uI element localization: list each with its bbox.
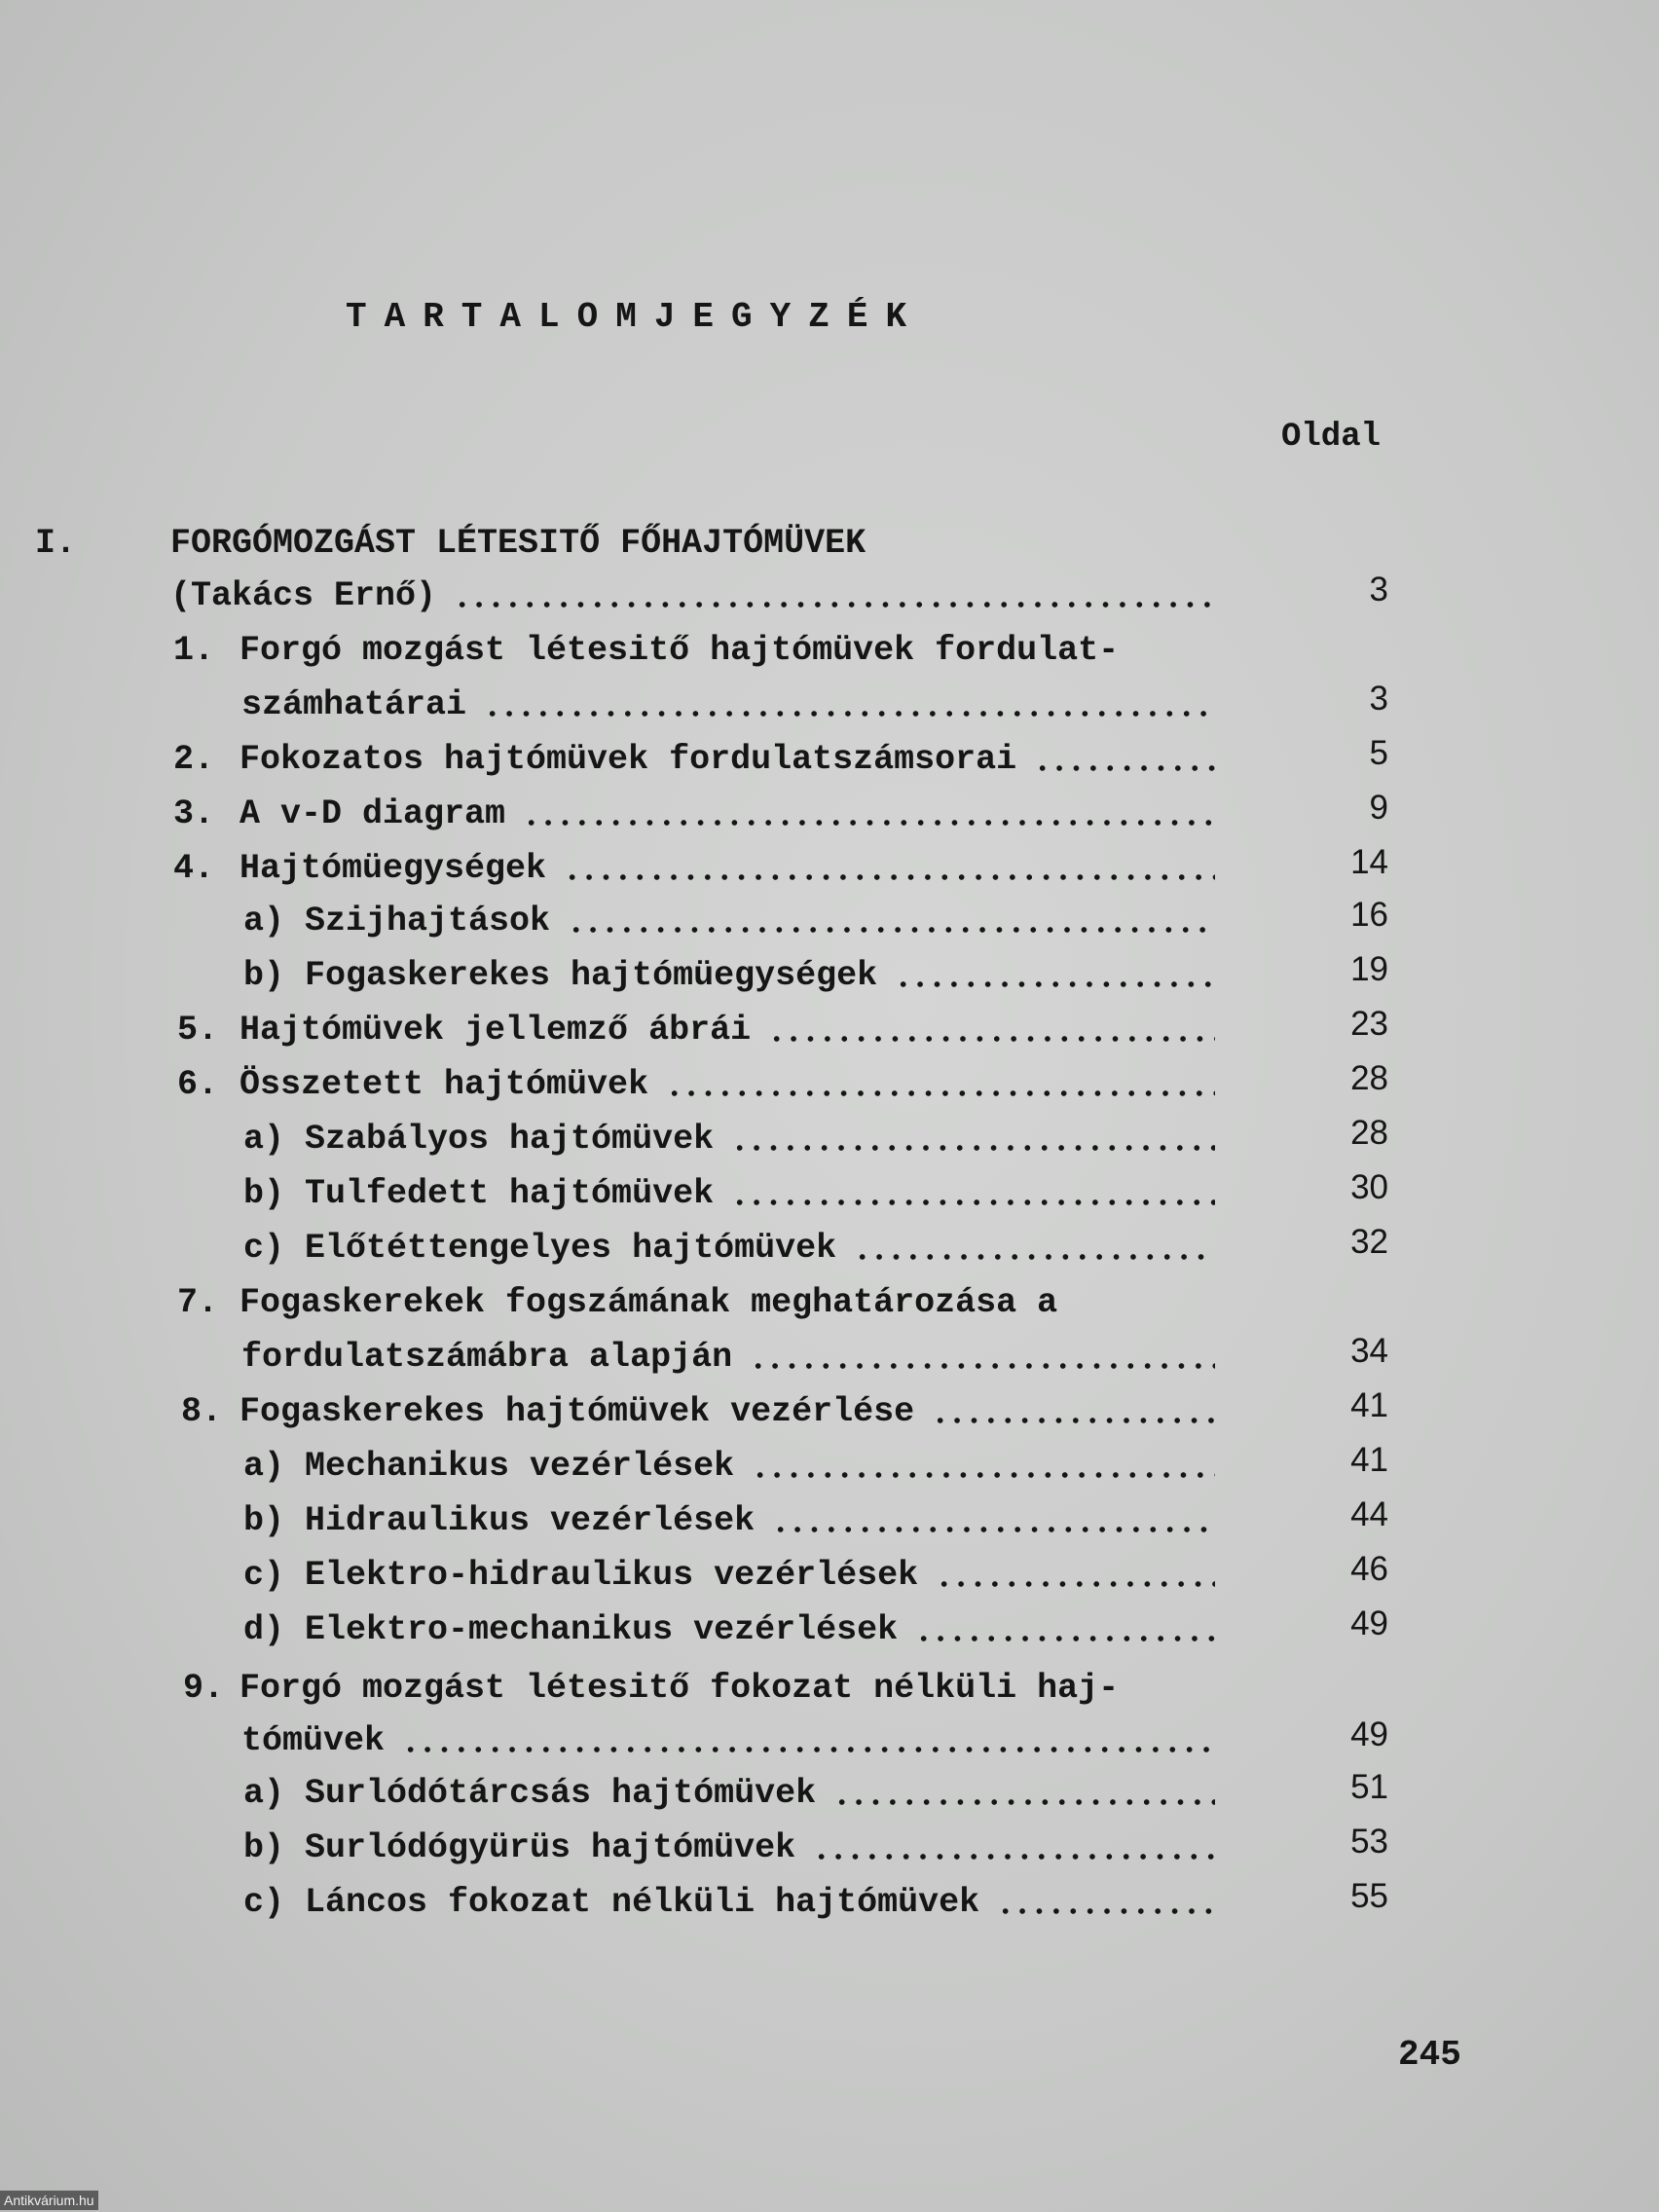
toc-row xyxy=(0,1168,1659,1223)
dot-leader xyxy=(915,1636,1215,1641)
toc-label: Fogaskerekes hajtómüvek vezérlése xyxy=(240,1392,915,1431)
toc-page-number: 44 xyxy=(1350,1495,1388,1533)
toc-page-number: 28 xyxy=(1350,1114,1388,1152)
dot-leader xyxy=(768,1036,1215,1042)
toc-page-number: 34 xyxy=(1350,1332,1388,1370)
toc-row xyxy=(0,524,1659,572)
toc-row xyxy=(0,1332,1659,1386)
page-number: 245 xyxy=(1398,2035,1461,2075)
toc-page-number: 30 xyxy=(1350,1168,1388,1206)
toc-number: 5. xyxy=(177,1011,219,1050)
dot-leader xyxy=(402,1747,1215,1752)
toc-page-number: 3 xyxy=(1369,571,1388,608)
toc-label: Hajtómüvek jellemző ábrái xyxy=(240,1011,752,1050)
toc-row xyxy=(0,789,1659,843)
dot-leader xyxy=(454,602,1215,608)
toc-row xyxy=(0,1441,1659,1495)
toc-label: fordulatszámábra alapján xyxy=(241,1338,733,1377)
toc-page-number: 53 xyxy=(1350,1823,1388,1861)
toc-page-number: 32 xyxy=(1350,1223,1388,1261)
toc-row xyxy=(0,1386,1659,1441)
toc-label: Hajtómüegységek xyxy=(240,849,547,888)
toc-label: A v-D diagram xyxy=(240,794,506,833)
toc-page-number: 3 xyxy=(1369,680,1388,718)
toc-number: 6. xyxy=(177,1065,219,1104)
toc-label: a) Szijhajtások xyxy=(243,902,551,940)
toc-row xyxy=(0,1005,1659,1059)
toc-number: I. xyxy=(35,524,77,563)
toc-label: b) Surlódógyürüs hajtómüvek xyxy=(243,1828,796,1867)
dot-leader xyxy=(568,927,1215,933)
page-title: TARTALOMJEGYZÉK xyxy=(346,297,925,337)
toc-label: b) Fogaskerekes hajtómüegységek xyxy=(243,956,878,995)
toc-row xyxy=(0,1715,1659,1770)
toc-row xyxy=(0,1495,1659,1550)
toc-label: a) Surlódótárcsás hajtómüvek xyxy=(243,1774,817,1813)
toc-row xyxy=(0,680,1659,734)
toc-row xyxy=(0,896,1659,950)
toc-row xyxy=(0,1283,1659,1332)
dot-leader xyxy=(752,1472,1215,1478)
dot-leader xyxy=(731,1199,1215,1205)
toc-label: Fokozatos hajtómüvek fordulatszámsorai xyxy=(240,740,1017,779)
toc-page-number: 28 xyxy=(1350,1059,1388,1097)
toc-number: 1. xyxy=(173,631,215,670)
toc-page-number: 23 xyxy=(1350,1005,1388,1043)
toc-number: 2. xyxy=(173,740,215,779)
toc-label: számhatárai xyxy=(241,685,467,724)
toc-number: 7. xyxy=(177,1283,219,1322)
watermark: Antikvárium.hu xyxy=(0,2191,98,2210)
toc-number: 8. xyxy=(181,1392,223,1431)
toc-row xyxy=(0,1823,1659,1877)
toc-label: b) Tulfedett hajtómüvek xyxy=(243,1174,715,1213)
toc-label: c) Elektro-hidraulikus vezérlések xyxy=(243,1556,919,1595)
toc-label: tómüvek xyxy=(241,1721,386,1760)
dot-leader xyxy=(750,1363,1215,1369)
toc-number: 4. xyxy=(173,849,215,888)
toc-row xyxy=(0,571,1659,625)
toc-row xyxy=(0,1669,1659,1717)
toc-page-number: 51 xyxy=(1350,1768,1388,1806)
dot-leader xyxy=(484,711,1215,717)
dot-leader xyxy=(731,1145,1215,1151)
toc-label: d) Elektro-mechanikus vezérlések xyxy=(243,1610,899,1649)
toc-row xyxy=(0,1114,1659,1168)
toc-label: Fogaskerekek fogszámának meghatározása a xyxy=(240,1283,1058,1322)
toc-page-number: 41 xyxy=(1350,1386,1388,1424)
toc-label: c) Láncos fokozat nélküli hajtómüvek xyxy=(243,1883,980,1922)
dot-leader xyxy=(772,1527,1215,1532)
toc-label: (Takács Ernő) xyxy=(170,576,437,615)
toc-row xyxy=(0,1223,1659,1277)
toc-page-number: 19 xyxy=(1350,950,1388,988)
page-column-header: Oldal xyxy=(1281,419,1382,456)
dot-leader xyxy=(666,1090,1215,1096)
toc-page-number: 55 xyxy=(1350,1877,1388,1915)
toc-page-number: 49 xyxy=(1350,1715,1388,1753)
toc-page-number: 41 xyxy=(1350,1441,1388,1479)
toc-row xyxy=(0,1768,1659,1823)
dot-leader xyxy=(997,1908,1215,1914)
toc-label: Forgó mozgást létesitő fokozat nélküli haj- xyxy=(240,1669,1120,1708)
toc-page-number: 5 xyxy=(1369,734,1388,772)
dot-leader xyxy=(833,1799,1215,1805)
toc-label: FORGÓMOZGÁST LÉTESITŐ FŐHAJTÓMÜVEK xyxy=(170,524,866,563)
dot-leader xyxy=(932,1418,1215,1423)
toc-label: a) Szabályos hajtómüvek xyxy=(243,1120,715,1159)
toc-row xyxy=(0,843,1659,898)
toc-label: Forgó mozgást létesitő hajtómüvek fordulat- xyxy=(240,631,1120,670)
toc-row xyxy=(0,734,1659,789)
dot-leader xyxy=(854,1254,1215,1260)
toc-page-number: 9 xyxy=(1369,789,1388,827)
toc-number: 3. xyxy=(173,794,215,833)
dot-leader xyxy=(1034,765,1215,771)
toc-page-number: 49 xyxy=(1350,1604,1388,1642)
toc-row xyxy=(0,1059,1659,1114)
toc-page-number: 46 xyxy=(1350,1550,1388,1588)
toc-page-number: 14 xyxy=(1350,843,1388,881)
toc-row xyxy=(0,631,1659,680)
toc-row xyxy=(0,1550,1659,1604)
toc-label: Összetett hajtómüvek xyxy=(240,1065,649,1104)
toc-page-number: 16 xyxy=(1350,896,1388,934)
dot-leader xyxy=(564,874,1215,880)
toc-label: a) Mechanikus vezérlések xyxy=(243,1447,735,1486)
toc-label: c) Előtéttengelyes hajtómüvek xyxy=(243,1229,837,1268)
toc-row xyxy=(0,1877,1659,1932)
toc-label: b) Hidraulikus vezérlések xyxy=(243,1501,756,1540)
dot-leader xyxy=(895,981,1215,987)
dot-leader xyxy=(936,1581,1215,1587)
toc-row xyxy=(0,950,1659,1005)
dot-leader xyxy=(813,1854,1215,1860)
dot-leader xyxy=(523,820,1215,826)
toc-row xyxy=(0,1604,1659,1659)
toc-number: 9. xyxy=(183,1669,225,1708)
